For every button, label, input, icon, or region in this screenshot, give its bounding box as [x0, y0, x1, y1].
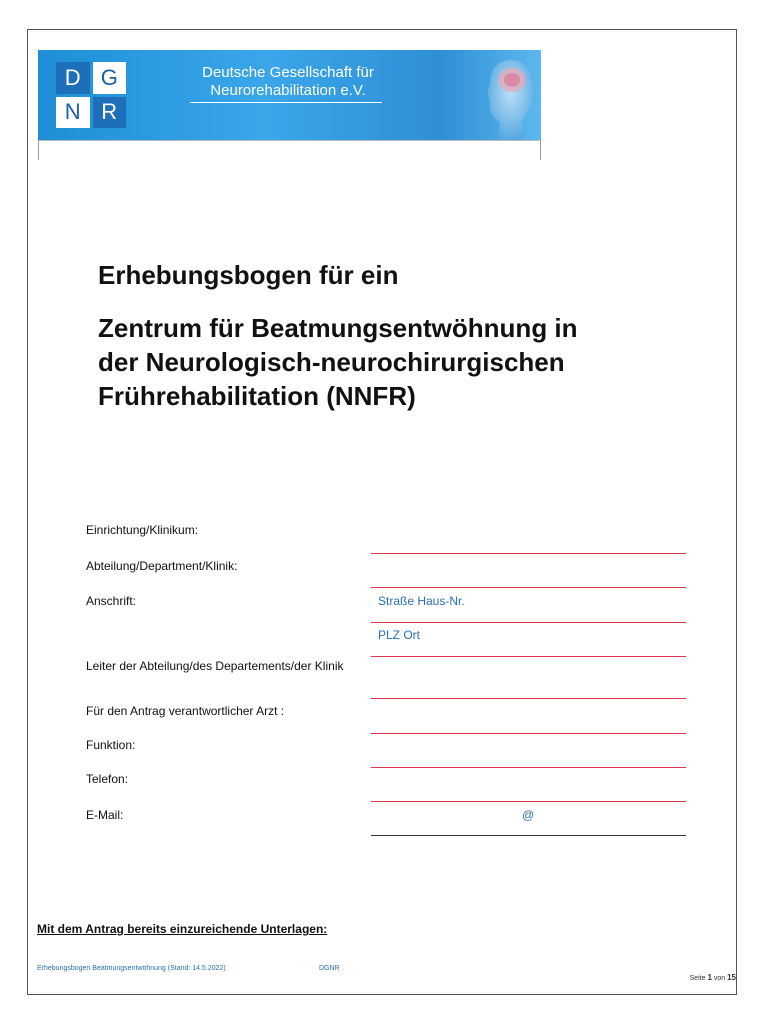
footer-doc-label: Erhebungsbogen Beatmungsentwöhnung (Stand: 14.5.2022) [37, 965, 226, 972]
society-name [188, 64, 388, 100]
title-line3: der Neurologisch-neurochirurgischen [98, 347, 565, 377]
label-verantwortlicher-arzt: Für den Antrag verantwortlicher Arzt : [86, 704, 285, 718]
page-prefix: Seite [689, 975, 706, 982]
email-at-sign[interactable]: @ [522, 808, 535, 822]
head-silhouette-icon [478, 52, 540, 140]
value-plz-ort[interactable]: PLZ Ort [378, 628, 421, 642]
label-email: E-Mail: [86, 808, 124, 822]
banner-rule-right [540, 140, 541, 160]
society-underline [190, 102, 382, 103]
input-line-strasse[interactable] [371, 622, 686, 623]
input-line-abteilung[interactable] [371, 587, 686, 588]
society-name-line1: Deutsche Gesellschaft für [202, 64, 374, 81]
logo-letter-n: N [56, 97, 90, 129]
input-line-einrichtung[interactable] [371, 553, 686, 554]
title-line1: Erhebungsbogen für ein [98, 260, 399, 290]
footer-page-number [690, 973, 736, 982]
input-line-leiter[interactable] [371, 698, 686, 699]
label-telefon: Telefon: [86, 772, 129, 786]
title-line4: Frührehabilitation (NNFR) [98, 381, 416, 411]
label-abteilung: Abteilung/Department/Klinik: [86, 559, 238, 573]
banner-rule-left [38, 140, 39, 160]
page-total: 15 [727, 973, 736, 982]
page-sep: von [713, 975, 726, 982]
logo-letter-g: G [93, 62, 127, 94]
value-strasse[interactable]: Straße Haus-Nr. [378, 594, 465, 608]
label-funktion: Funktion: [86, 738, 136, 752]
header-banner [38, 50, 541, 140]
input-line-arzt[interactable] [371, 733, 686, 734]
enclosures-heading: Mit dem Antrag bereits einzureichende Unterlagen: [37, 922, 328, 936]
banner-divider [38, 140, 541, 141]
label-anschrift: Anschrift: [86, 594, 137, 608]
label-einrichtung: Einrichtung/Klinikum: [86, 523, 199, 537]
society-name-line2: Neurorehabilitation e.V. [210, 82, 366, 99]
logo-letter-d: D [56, 62, 90, 94]
input-line-funktion[interactable] [371, 767, 686, 768]
page-current: 1 [707, 973, 712, 982]
dgnr-logo [56, 62, 126, 128]
footer-org: DGNR [319, 965, 340, 972]
input-line-telefon[interactable] [371, 801, 686, 802]
input-line-email[interactable] [371, 835, 686, 836]
label-leiter: Leiter der Abteilung/des Departements/der Klinik [86, 659, 344, 673]
logo-letter-r: R [93, 97, 127, 129]
title-line2: Zentrum für Beatmungsentwöhnung in [98, 313, 578, 343]
title-main [98, 311, 718, 413]
input-line-plz-ort[interactable] [371, 656, 686, 657]
document-page [27, 29, 737, 995]
